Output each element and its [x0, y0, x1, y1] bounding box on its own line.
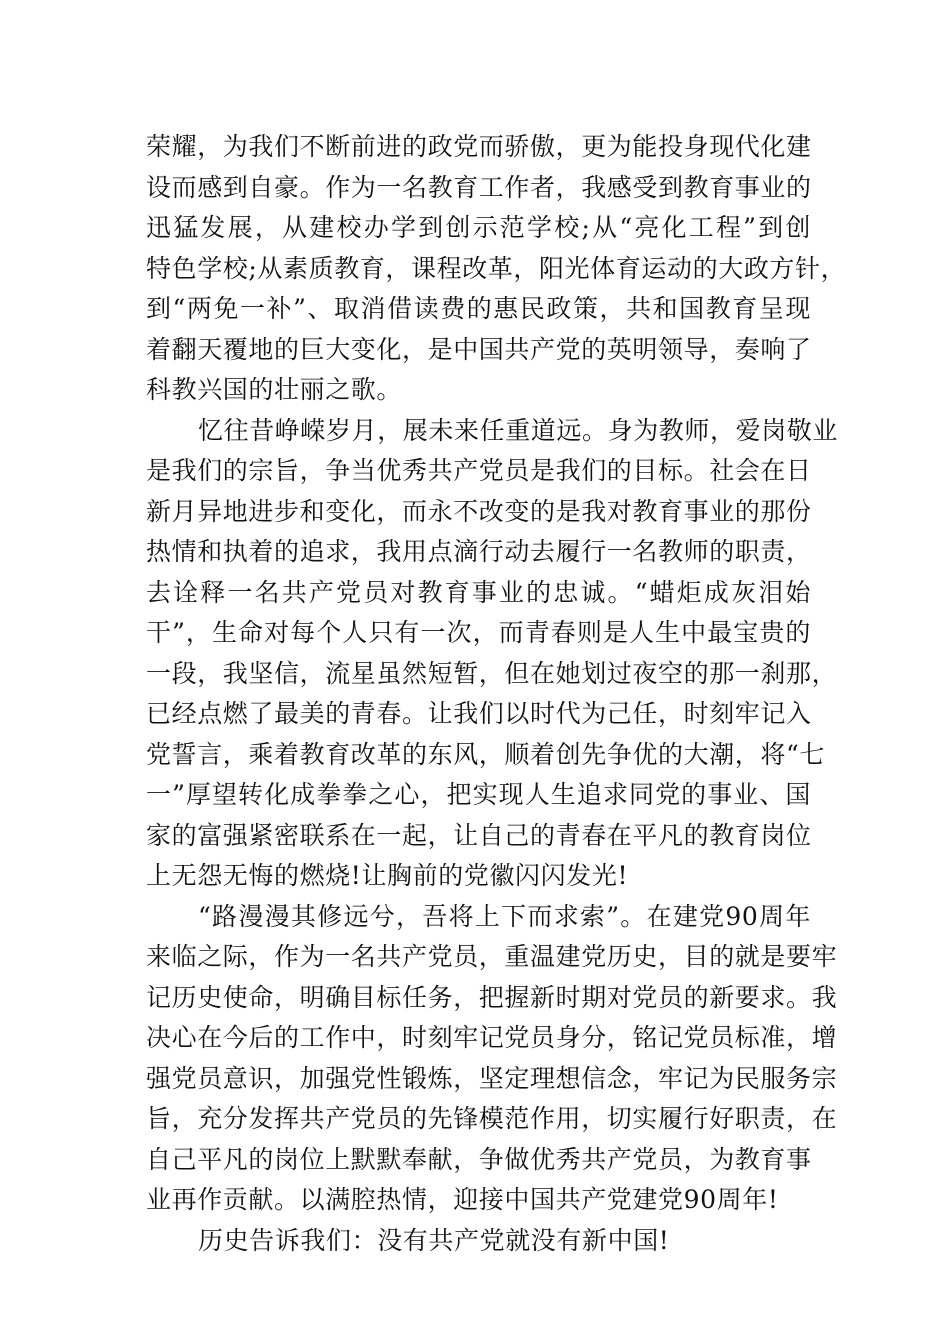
- paragraph-2-line: 上无怨无悔的燃烧!让胸前的党徽闪闪发光!: [146, 861, 629, 890]
- paragraph-3-line: 记历史使命，明确目标任务，把握新时期对党员的新要求。我: [146, 982, 838, 1012]
- paragraph-2-line: 去诠释一名共产党员对教育事业的忠诚。“蜡炬成灰泪始: [146, 577, 811, 607]
- paragraph-3-line: 来临之际，作为一名共产党员，重温建党历史，目的就是要牢: [146, 942, 838, 971]
- paragraph-1-line: 着翻天覆地的巨大变化，是中国共产党的英明领导，奏响了: [146, 334, 812, 364]
- paragraph-3-line: 决心在今后的工作中，时刻牢记党员身分，铭记党员标准，增: [146, 1023, 838, 1052]
- paragraph-1-line: 荣耀，为我们不断前进的政党而骄傲，更为能投身现代化建: [146, 132, 812, 161]
- paragraph-1-line: 特色学校;从素质教育，课程改革，阳光体育运动的大政方针，: [146, 253, 847, 283]
- paragraph-2-line: 是我们的宗旨，争当优秀共产党员是我们的目标。社会在日: [146, 456, 812, 485]
- body-text: [146, 127, 847, 1261]
- paragraph-4-line: 历史告诉我们：没有共产党就没有新中国!: [198, 1225, 670, 1255]
- paragraph-2-line: 一段，我坚信，流星虽然短暂，但在她划过夜空的那一刹那，: [146, 658, 838, 688]
- paragraph-1-line: 设而感到自豪。作为一名教育工作者，我感受到教育事业的: [146, 172, 812, 202]
- paragraph-1-line: 科教兴国的壮丽之歌。: [146, 375, 403, 404]
- paragraph-2-line: 已经点燃了最美的青春。让我们以时代为己任，时刻牢记入: [146, 699, 812, 728]
- paragraph-1-line: 迅猛发展，从建校办学到创示范学校;从“亮化工程”到创: [146, 213, 811, 242]
- paragraph-2-line: 党誓言，乘着教育改革的东风，顺着创先争优的大潮，将“七: [146, 739, 825, 769]
- paragraph-2-line: 家的富强紧密联系在一起，让自己的青春在平凡的教育岗位: [146, 820, 812, 850]
- paragraph-3-line: 强党员意识，加强党性锻炼，坚定理想信念，牢记为民服务宗: [146, 1063, 838, 1093]
- paragraph-3-line: 自己平凡的岗位上默默奉献，争做优秀共产党员，为教育事: [146, 1144, 812, 1174]
- paragraph-1-line: 到“两免一补”、取消借读费的惠民政策，共和国教育呈现: [146, 294, 811, 323]
- paragraph-2-line: 新月异地进步和变化，而永不改变的是我对教育事业的那份: [146, 496, 812, 526]
- paragraph-3-line: “路漫漫其修远兮，吾将上下而求索”。在建党90周年: [198, 901, 811, 931]
- paragraph-2-line: 一”厚望转化成拳拳之心，把实现人生追求同党的事业、国: [146, 780, 811, 809]
- paragraph-2-line: 热情和执着的追求，我用点滴行动去履行一名教师的职责，: [146, 537, 812, 566]
- paragraph-3-line: 旨，充分发挥共产党员的先锋模范作用，切实履行好职责，在: [146, 1104, 838, 1133]
- paragraph-2-line: 干”，生命对每个人只有一次，而青春则是人生中最宝贵的: [146, 618, 811, 647]
- paragraph-2-line: 忆往昔峥嵘岁月，展未来任重道远。身为教师，爱岗敬业: [198, 415, 839, 445]
- paragraph-3-line: 业再作贡献。以满腔热情，迎接中国共产党建党90周年!: [146, 1185, 779, 1214]
